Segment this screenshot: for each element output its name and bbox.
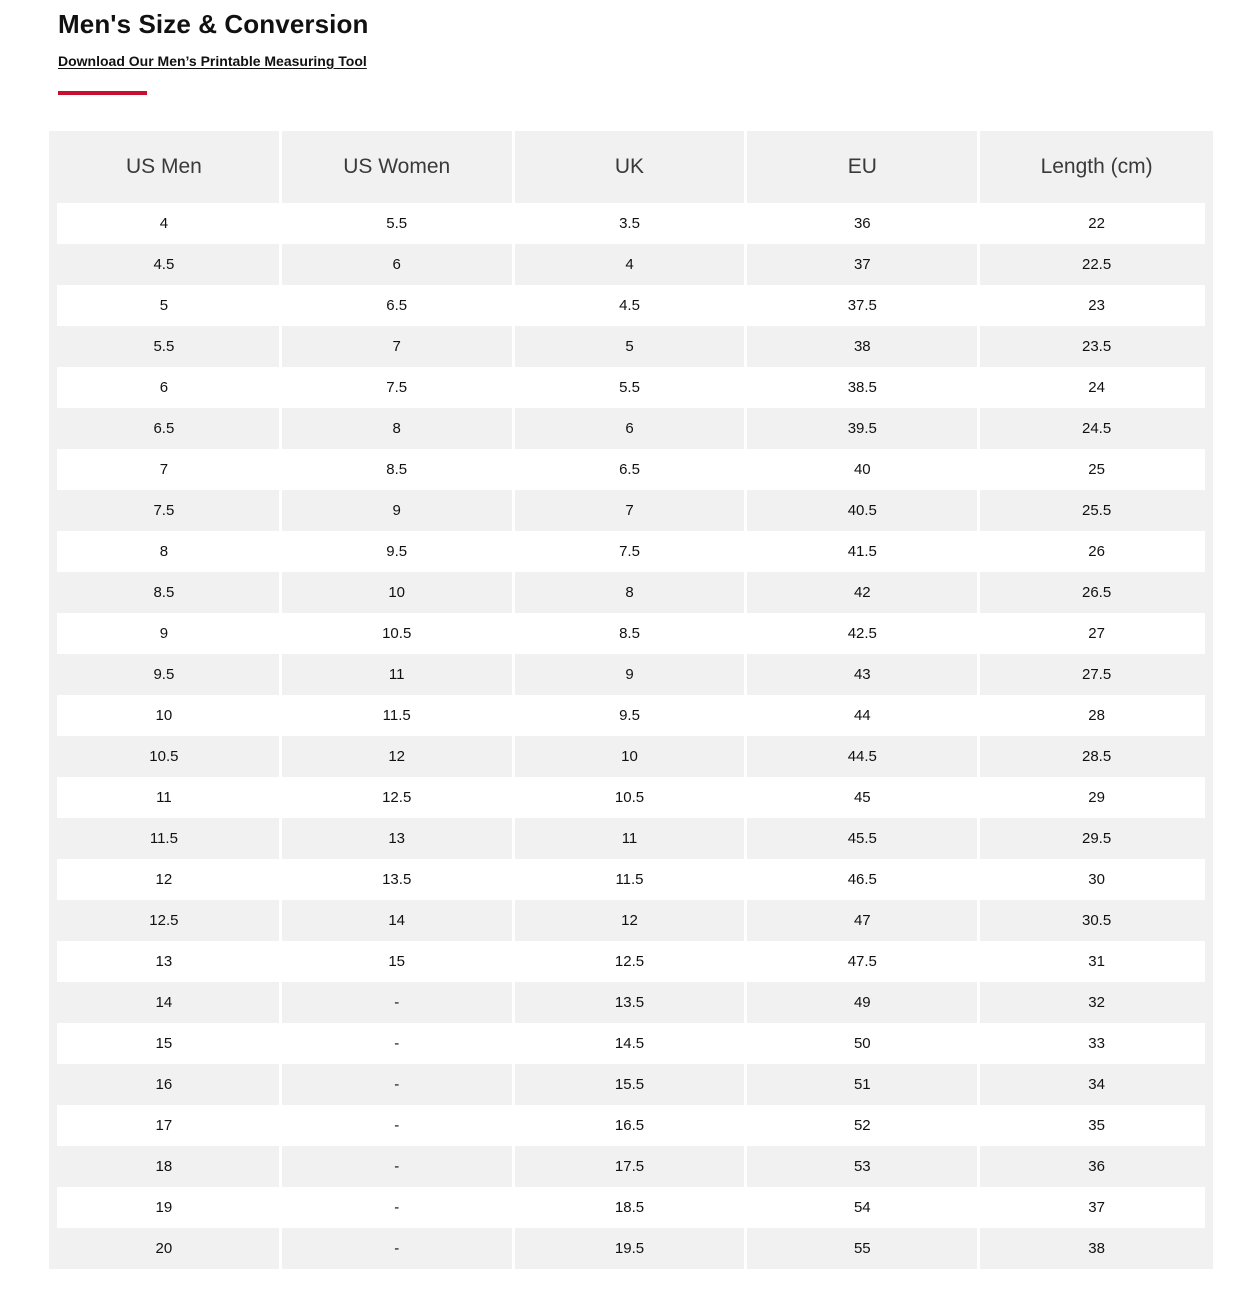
cell-eu: 47 (747, 900, 980, 941)
cell-length-cm: 23 (980, 285, 1213, 326)
cell-uk: 16.5 (515, 1105, 748, 1146)
cell-us-women: 10.5 (282, 613, 515, 654)
cell-uk: 6 (515, 408, 748, 449)
table-row (49, 285, 1213, 326)
cell-us-men: 10.5 (49, 736, 282, 777)
cell-length-cm: 22 (980, 203, 1213, 244)
cell-length-cm: 35 (980, 1105, 1213, 1146)
cell-us-women: 6 (282, 244, 515, 285)
cell-us-women: - (282, 1228, 515, 1269)
cell-us-women: 7 (282, 326, 515, 367)
cell-uk: 18.5 (515, 1187, 748, 1228)
table-row (49, 1187, 1213, 1228)
cell-us-women: 9 (282, 490, 515, 531)
cell-uk: 7.5 (515, 531, 748, 572)
cell-length-cm: 29.5 (980, 818, 1213, 859)
cell-length-cm: 31 (980, 941, 1213, 982)
cell-us-men: 4 (49, 203, 282, 244)
cell-uk: 8 (515, 572, 748, 613)
cell-length-cm: 22.5 (980, 244, 1213, 285)
cell-us-women: 6.5 (282, 285, 515, 326)
cell-eu: 37.5 (747, 285, 980, 326)
cell-eu: 38 (747, 326, 980, 367)
cell-us-women: 13.5 (282, 859, 515, 900)
table-row (49, 736, 1213, 777)
table-row (49, 408, 1213, 449)
cell-us-women: - (282, 1023, 515, 1064)
cell-us-men: 5 (49, 285, 282, 326)
cell-uk: 11 (515, 818, 748, 859)
cell-uk: 14.5 (515, 1023, 748, 1064)
cell-eu: 42 (747, 572, 980, 613)
cell-eu: 42.5 (747, 613, 980, 654)
cell-length-cm: 38 (980, 1228, 1213, 1269)
cell-eu: 49 (747, 982, 980, 1023)
cell-length-cm: 27 (980, 613, 1213, 654)
cell-uk: 5.5 (515, 367, 748, 408)
table-row (49, 490, 1213, 531)
cell-eu: 44 (747, 695, 980, 736)
table-row (49, 572, 1213, 613)
table-header-row (49, 131, 1213, 203)
table-row (49, 859, 1213, 900)
cell-us-men: 14 (49, 982, 282, 1023)
cell-us-men: 11.5 (49, 818, 282, 859)
cell-uk: 8.5 (515, 613, 748, 654)
cell-us-men: 20 (49, 1228, 282, 1269)
cell-eu: 37 (747, 244, 980, 285)
cell-length-cm: 34 (980, 1064, 1213, 1105)
cell-uk: 7 (515, 490, 748, 531)
cell-us-women: 12 (282, 736, 515, 777)
cell-uk: 9 (515, 654, 748, 695)
cell-eu: 55 (747, 1228, 980, 1269)
cell-length-cm: 26 (980, 531, 1213, 572)
table-row (49, 777, 1213, 818)
cell-us-men: 13 (49, 941, 282, 982)
cell-length-cm: 27.5 (980, 654, 1213, 695)
cell-eu: 52 (747, 1105, 980, 1146)
cell-uk: 12 (515, 900, 748, 941)
cell-us-men: 9 (49, 613, 282, 654)
cell-us-women: - (282, 1187, 515, 1228)
cell-uk: 6.5 (515, 449, 748, 490)
table-row (49, 818, 1213, 859)
cell-us-women: - (282, 982, 515, 1023)
cell-length-cm: 24.5 (980, 408, 1213, 449)
table-row (49, 941, 1213, 982)
cell-us-men: 15 (49, 1023, 282, 1064)
table-row (49, 900, 1213, 941)
cell-uk: 4.5 (515, 285, 748, 326)
title-accent-divider (58, 91, 147, 95)
cell-length-cm: 28.5 (980, 736, 1213, 777)
cell-us-men: 8 (49, 531, 282, 572)
cell-length-cm: 25 (980, 449, 1213, 490)
table-row (49, 1105, 1213, 1146)
cell-us-women: - (282, 1064, 515, 1105)
header-eu: EU (747, 131, 980, 203)
cell-us-women: 10 (282, 572, 515, 613)
table-row (49, 326, 1213, 367)
cell-us-women: 5.5 (282, 203, 515, 244)
cell-eu: 38.5 (747, 367, 980, 408)
cell-us-women: 15 (282, 941, 515, 982)
table-body (49, 203, 1213, 1269)
table-row (49, 531, 1213, 572)
cell-uk: 5 (515, 326, 748, 367)
cell-length-cm: 26.5 (980, 572, 1213, 613)
cell-eu: 40 (747, 449, 980, 490)
cell-us-men: 10 (49, 695, 282, 736)
table-row (49, 613, 1213, 654)
cell-eu: 39.5 (747, 408, 980, 449)
cell-eu: 45.5 (747, 818, 980, 859)
cell-eu: 43 (747, 654, 980, 695)
table-row (49, 1064, 1213, 1105)
cell-us-women: 8 (282, 408, 515, 449)
cell-us-women: 11 (282, 654, 515, 695)
cell-us-women: 13 (282, 818, 515, 859)
cell-us-women: 7.5 (282, 367, 515, 408)
cell-uk: 13.5 (515, 982, 748, 1023)
cell-us-women: - (282, 1146, 515, 1187)
cell-us-men: 7 (49, 449, 282, 490)
cell-us-men: 12 (49, 859, 282, 900)
table-row (49, 1023, 1213, 1064)
cell-eu: 45 (747, 777, 980, 818)
table-row (49, 982, 1213, 1023)
cell-eu: 50 (747, 1023, 980, 1064)
header-us-men: US Men (49, 131, 282, 203)
cell-uk: 3.5 (515, 203, 748, 244)
cell-uk: 17.5 (515, 1146, 748, 1187)
table-row (49, 654, 1213, 695)
cell-eu: 44.5 (747, 736, 980, 777)
cell-us-men: 4.5 (49, 244, 282, 285)
cell-us-men: 16 (49, 1064, 282, 1105)
cell-length-cm: 30.5 (980, 900, 1213, 941)
cell-eu: 54 (747, 1187, 980, 1228)
table-row (49, 1228, 1213, 1269)
cell-us-women: 14 (282, 900, 515, 941)
cell-us-men: 17 (49, 1105, 282, 1146)
size-conversion-table (49, 131, 1213, 1269)
cell-length-cm: 29 (980, 777, 1213, 818)
download-measuring-tool-link[interactable]: Download Our Men’s Printable Measuring Tool (58, 53, 367, 69)
cell-us-men: 18 (49, 1146, 282, 1187)
header-uk: UK (515, 131, 748, 203)
cell-us-men: 19 (49, 1187, 282, 1228)
cell-us-men: 9.5 (49, 654, 282, 695)
cell-us-men: 7.5 (49, 490, 282, 531)
cell-us-women: - (282, 1105, 515, 1146)
table-row (49, 244, 1213, 285)
cell-length-cm: 33 (980, 1023, 1213, 1064)
cell-us-men: 5.5 (49, 326, 282, 367)
cell-length-cm: 23.5 (980, 326, 1213, 367)
cell-uk: 12.5 (515, 941, 748, 982)
table-row (49, 695, 1213, 736)
cell-uk: 10 (515, 736, 748, 777)
table-row (49, 449, 1213, 490)
cell-eu: 41.5 (747, 531, 980, 572)
table-row (49, 1146, 1213, 1187)
cell-eu: 47.5 (747, 941, 980, 982)
cell-eu: 51 (747, 1064, 980, 1105)
cell-us-men: 6 (49, 367, 282, 408)
cell-length-cm: 28 (980, 695, 1213, 736)
cell-us-women: 12.5 (282, 777, 515, 818)
cell-us-men: 12.5 (49, 900, 282, 941)
cell-eu: 36 (747, 203, 980, 244)
header-length-cm: Length (cm) (980, 131, 1213, 203)
cell-us-women: 11.5 (282, 695, 515, 736)
cell-length-cm: 25.5 (980, 490, 1213, 531)
cell-us-women: 9.5 (282, 531, 515, 572)
cell-uk: 15.5 (515, 1064, 748, 1105)
cell-uk: 9.5 (515, 695, 748, 736)
cell-uk: 19.5 (515, 1228, 748, 1269)
cell-uk: 4 (515, 244, 748, 285)
cell-length-cm: 36 (980, 1146, 1213, 1187)
cell-eu: 40.5 (747, 490, 980, 531)
table-row (49, 203, 1213, 244)
cell-eu: 46.5 (747, 859, 980, 900)
cell-us-men: 8.5 (49, 572, 282, 613)
cell-us-women: 8.5 (282, 449, 515, 490)
cell-length-cm: 30 (980, 859, 1213, 900)
cell-length-cm: 32 (980, 982, 1213, 1023)
cell-eu: 53 (747, 1146, 980, 1187)
cell-us-men: 11 (49, 777, 282, 818)
cell-uk: 10.5 (515, 777, 748, 818)
page-title: Men's Size & Conversion (58, 9, 369, 39)
cell-length-cm: 37 (980, 1187, 1213, 1228)
cell-us-men: 6.5 (49, 408, 282, 449)
cell-uk: 11.5 (515, 859, 748, 900)
header-us-women: US Women (282, 131, 515, 203)
table-row (49, 367, 1213, 408)
cell-length-cm: 24 (980, 367, 1213, 408)
